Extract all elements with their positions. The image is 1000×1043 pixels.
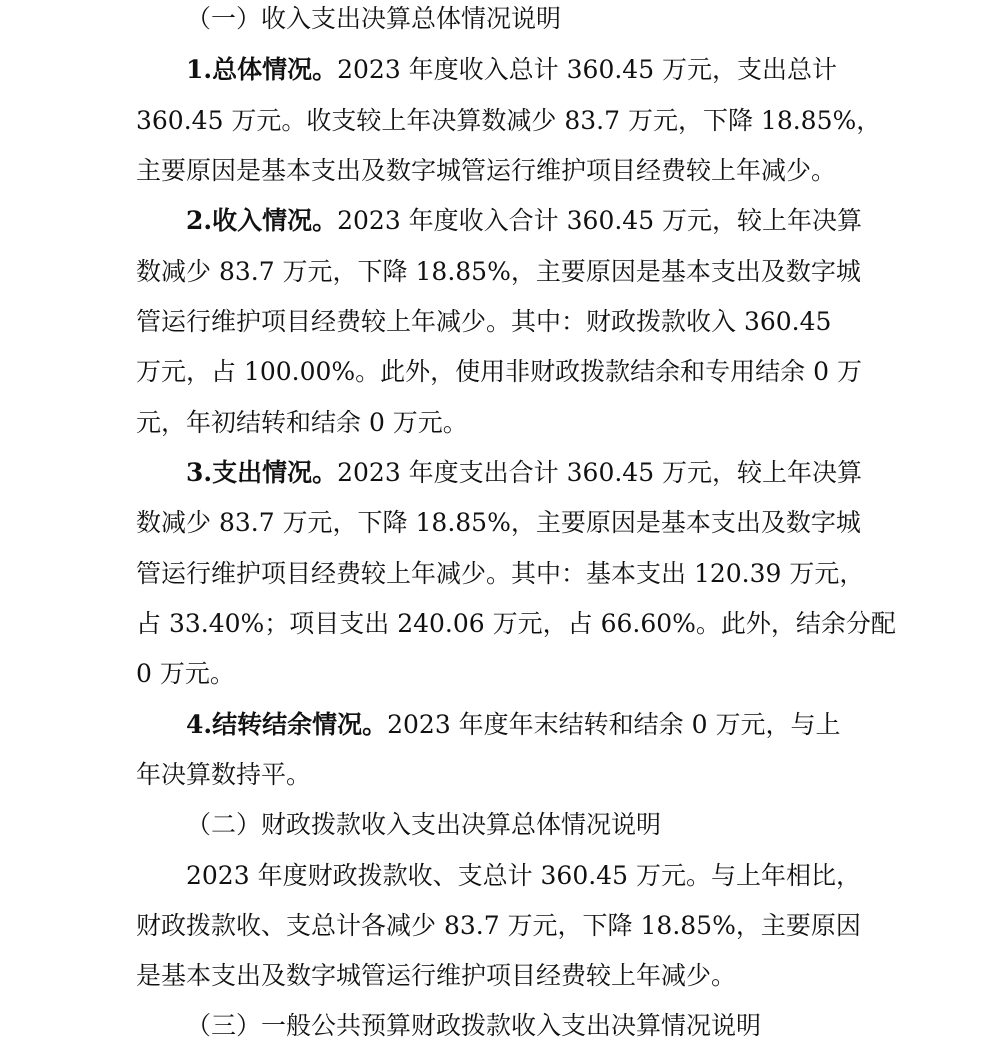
paragraph-1-line-2: 360.45 万元。收支较上年决算数减少 83.7 万元，下降 18.85%，	[136, 106, 882, 135]
paragraph-4-line-2: 年决算数持平。	[136, 760, 312, 789]
paragraph-1-line-3: 主要原因是基本支出及数字城管运行维护项目经费较上年减少。	[136, 156, 837, 185]
section-heading-3: （三）一般公共预算财政拨款收入支出决算情况说明	[186, 1011, 762, 1040]
section-heading-2: （二）财政拨款收入支出决算总体情况说明	[186, 810, 662, 839]
paragraph-4-line-1: 4.结转结余情况。2023 年度年末结转和结余 0 万元，与上	[186, 710, 841, 739]
paragraph-2-title: 2.收入情况。	[186, 206, 338, 235]
paragraph-2-line-3: 管运行维护项目经费较上年减少。其中：财政拨款收入 360.45	[136, 307, 832, 336]
section-heading-1: （一）收入支出决算总体情况说明	[186, 4, 562, 33]
paragraph-3-line-5: 0 万元。	[136, 659, 235, 688]
paragraph-5-line-3: 是基本支出及数字城管运行维护项目经费较上年减少。	[136, 961, 737, 990]
paragraph-3-line-1: 3.支出情况。2023 年度支出合计 360.45 万元，较上年决算	[186, 458, 863, 487]
paragraph-1-line-1: 1.总体情况。2023 年度收入总计 360.45 万元，支出总计	[186, 55, 838, 84]
paragraph-3-title: 3.支出情况。	[186, 458, 338, 487]
paragraph-3-line-2: 数减少 83.7 万元，下降 18.85%，主要原因是基本支出及数字城	[136, 508, 861, 537]
paragraph-5-line-1: 2023 年度财政拨款收、支总计 360.45 万元。与上年相比，	[186, 861, 861, 890]
paragraph-4-title: 4.结转结余情况。	[186, 710, 388, 739]
paragraph-2-line-5: 元，年初结转和结余 0 万元。	[136, 408, 468, 437]
paragraph-2-line-1: 2.收入情况。2023 年度收入合计 360.45 万元，较上年决算	[186, 206, 863, 235]
paragraph-1-title: 1.总体情况。	[186, 55, 338, 84]
paragraph-3-line-3: 管运行维护项目经费较上年减少。其中：基本支出 120.39 万元，	[136, 559, 865, 588]
paragraph-3-line-4: 占 33.40%；项目支出 240.06 万元，占 66.60%。此外，结余分配	[136, 609, 896, 638]
paragraph-5-line-2: 财政拨款收、支总计各减少 83.7 万元，下降 18.85%，主要原因	[136, 911, 861, 940]
paragraph-2-line-2: 数减少 83.7 万元，下降 18.85%，主要原因是基本支出及数字城	[136, 257, 861, 286]
paragraph-2-line-4: 万元，占 100.00%。此外，使用非财政拨款结余和专用结余 0 万	[136, 357, 862, 386]
